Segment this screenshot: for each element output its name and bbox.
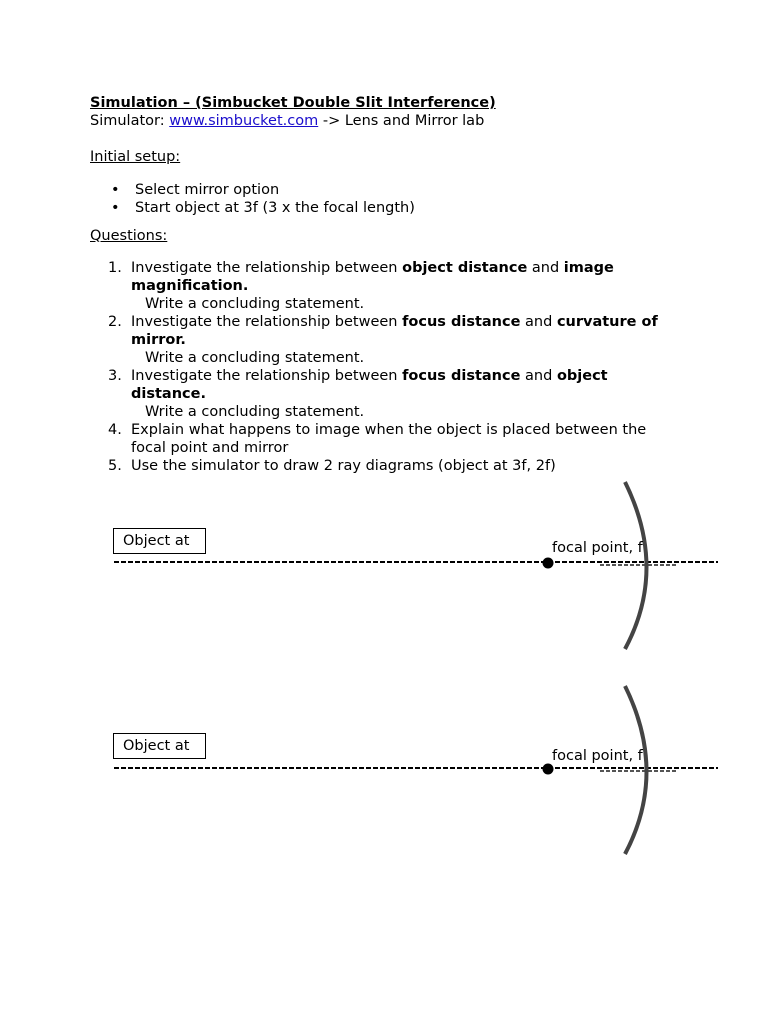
question-text: and [520,314,557,330]
object-label-box: Object at [113,733,206,759]
question-text: and [527,260,564,276]
setup-list [90,181,690,217]
list-item [90,199,690,217]
simbucket-link[interactable]: www.simbucket.com [169,113,319,129]
question-text: Investigate the relationship between [131,260,403,276]
question-item [90,367,670,421]
question-number: 4. [108,422,122,438]
setup-item-text: Select mirror option [135,181,280,198]
question-bold-term: image magnification. [131,260,614,294]
bullet-icon: • [111,181,120,198]
worksheet [90,94,690,475]
setup-item-text: Start object at 3f (3 x the focal length) [135,199,415,216]
question-number: 2. [108,314,122,330]
question-number: 5. [108,458,122,474]
ray-diagram-1 [100,474,740,664]
question-note: Write a concluding statement. [145,296,365,312]
question-bold-term: curvature of mirror. [131,314,658,348]
simulator-line [90,112,690,130]
question-text: and [520,368,557,384]
focal-point-label: focal point, f [552,540,643,556]
question-text: Investigate the relationship between [131,368,403,384]
question-text: Explain what happens to image when the object is placed between the focal point and mirror [131,422,647,456]
questions-heading: Questions: [90,227,168,244]
ray-diagram-2 [100,678,740,868]
question-bold-term: object distance. [131,368,608,402]
simulator-suffix: -> Lens and Mirror lab [318,113,485,129]
focal-point-dot [543,764,554,775]
object-label-box: Object at [113,528,206,554]
question-note: Write a concluding statement. [145,350,365,366]
question-item [90,457,670,475]
question-number: 1. [108,260,122,276]
focal-point-label: focal point, f [552,748,643,764]
question-text: Investigate the relationship between [131,314,403,330]
question-item [90,259,670,313]
question-number: 3. [108,368,122,384]
question-item [90,421,670,457]
page-title: Simulation – (Simbucket Double Slit Interference) [90,95,496,111]
question-item [90,313,670,367]
question-bold-term: focus distance [402,368,521,384]
mirror-diagram-svg [100,678,740,868]
list-item [90,181,690,199]
setup-heading: Initial setup: [90,149,181,165]
question-text: Use the simulator to draw 2 ray diagrams (object at 3f, 2f) [131,458,556,474]
simulator-prefix: Simulator: [90,113,170,129]
question-bold-term: focus distance [402,314,521,330]
bullet-icon: • [111,199,120,216]
question-bold-term: object distance [402,260,528,276]
question-note: Write a concluding statement. [145,404,365,420]
questions-list [90,259,670,475]
focal-point-dot [543,558,554,569]
mirror-diagram-svg [100,474,740,664]
